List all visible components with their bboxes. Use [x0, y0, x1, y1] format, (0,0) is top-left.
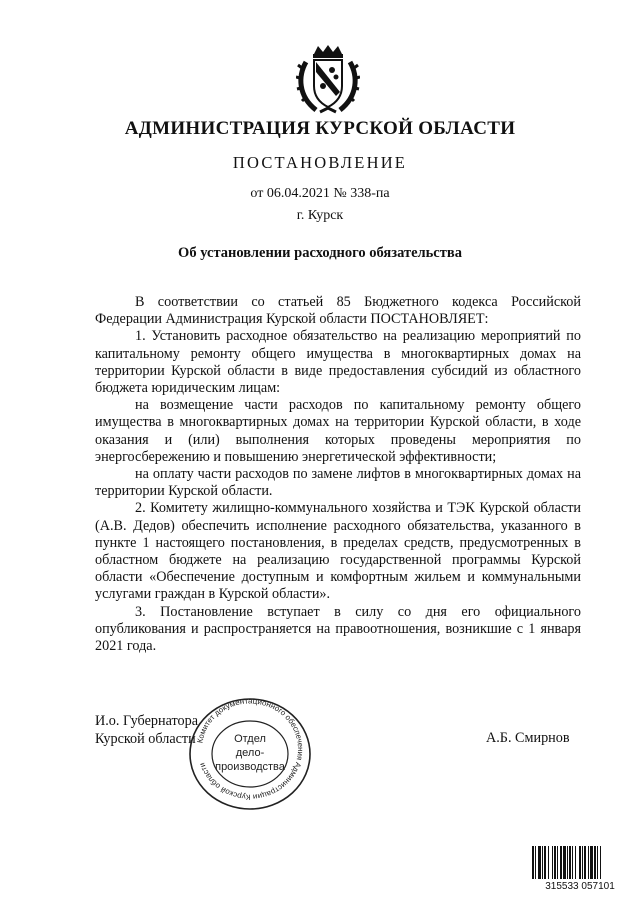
barcode-number: 315533 057101 — [545, 881, 615, 891]
paragraph-item-1-sub-a: на возмещение части расходов по капитальному ремонту общего имущества в многоквартирных домах на территории Курской области, в ходе оказания и (или) выполнения которых проведены мероприятия по энергосбережению и повышению энергетической эффективности; — [95, 397, 581, 465]
signatory-position-line2: Курской области — [95, 731, 196, 747]
signatory-name: А.Б. Смирнов — [486, 730, 570, 746]
document-city: г. Курск — [296, 208, 344, 223]
signatory-position-line1: И.о. Губернатора — [95, 713, 198, 729]
stamp-line-3: производства — [215, 761, 285, 773]
barcode — [531, 845, 629, 891]
paragraph-item-1: 1. Установить расходное обязательство на реализацию мероприятий по капитальному ремонту общего имущества в многоквартирных домах на территории Курской области в виде предоставления субсидий из областного бюджета юридическим лицам: — [95, 328, 581, 397]
stamp-line-1: Отдел — [234, 733, 266, 745]
document-type: ПОСТАНОВЛЕНИЕ — [232, 153, 408, 172]
document-subject: Об установлении расходного обязательства — [178, 245, 462, 261]
document-body — [95, 294, 581, 655]
paragraph-preamble: В соответствии со статьей 85 Бюджетного кодекса Российской Федерации Администрация Курской области ПОСТАНОВЛЯЕТ: — [95, 294, 581, 328]
organization-title: АДМИНИСТРАЦИЯ КУРСКОЙ ОБЛАСТИ — [124, 118, 516, 139]
paragraph-item-3: 3. Постановление вступает в силу со дня его официального опубликования и распространяется на правоотношения, возникшие с 1 января 2021 года. — [95, 603, 581, 655]
paragraph-item-1-sub-b: на оплату части расходов по замене лифтов в многоквартирных домах на территории Курской области. — [95, 466, 581, 500]
office-stamp — [183, 695, 317, 813]
coat-of-arms-icon — [296, 44, 360, 116]
document-date-number: от 06.04.2021 № 338-па — [250, 186, 390, 201]
stamp-ring-text: Комитет документационного обеспечения Администрации Курской области — [195, 696, 306, 802]
paragraph-item-2: 2. Комитету жилищно-коммунального хозяйства и ТЭК Курской области (А.В. Дедов) обеспечить исполнение расходного обязательства, указанного в пункте 1 настоящего постановления, в пределах средств, предусмотренных в областном бюджете на реализацию государственной программы Курской области «Обеспечение доступным и комфортным жильем и коммунальными услугами граждан в Курской области». — [95, 500, 581, 603]
stamp-line-2: дело- — [235, 747, 265, 759]
